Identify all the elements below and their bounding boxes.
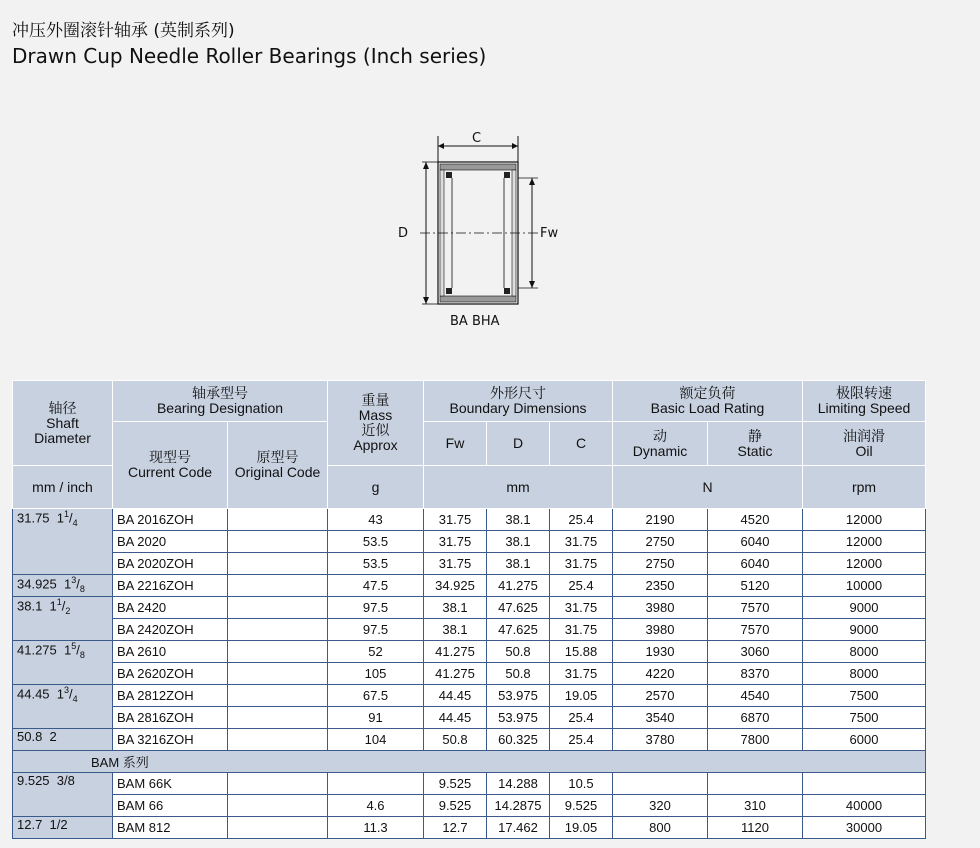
cell-dyn — [613, 773, 708, 795]
cell-c: 31.75 — [550, 531, 613, 553]
cell-d: 17.462 — [487, 817, 550, 839]
header-static: 静 Static — [708, 422, 803, 466]
cell-d: 53.975 — [487, 685, 550, 707]
cell-d: 14.2875 — [487, 795, 550, 817]
cell-original — [228, 817, 328, 839]
cell-fw: 41.275 — [424, 663, 487, 685]
header-dynamic: 动 Dynamic — [613, 422, 708, 466]
cell-fw: 9.525 — [424, 795, 487, 817]
cell-oil: 9000 — [803, 619, 926, 641]
cell-dyn: 320 — [613, 795, 708, 817]
cell-current: BA 2420 — [113, 597, 228, 619]
cell-stat — [708, 773, 803, 795]
cell-dyn: 2750 — [613, 531, 708, 553]
cell-current: BA 2610 — [113, 641, 228, 663]
cell-fw: 44.45 — [424, 707, 487, 729]
page-title-cn: 冲压外圈滚针轴承 (英制系列) — [12, 21, 235, 41]
cell-dyn: 4220 — [613, 663, 708, 685]
shaft-diameter-cell: 50.8 2 — [13, 729, 113, 751]
cell-c: 31.75 — [550, 663, 613, 685]
cell-dyn: 3780 — [613, 729, 708, 751]
cell-fw: 31.75 — [424, 509, 487, 531]
cell-current: BA 3216ZOH — [113, 729, 228, 751]
unit-dims: mm — [424, 466, 613, 509]
cell-original — [228, 663, 328, 685]
table-row — [13, 531, 926, 553]
cell-stat: 7800 — [708, 729, 803, 751]
table-row — [13, 663, 926, 685]
cell-dyn: 1930 — [613, 641, 708, 663]
cell-stat: 6040 — [708, 531, 803, 553]
unit-shaft: mm / inch — [13, 466, 113, 509]
section-row — [13, 751, 926, 773]
unit-speed: rpm — [803, 466, 926, 509]
cell-fw: 34.925 — [424, 575, 487, 597]
label-c: C — [472, 131, 482, 146]
cell-current: BAM 66K — [113, 773, 228, 795]
cell-original — [228, 619, 328, 641]
cell-c: 31.75 — [550, 553, 613, 575]
cell-oil: 9000 — [803, 597, 926, 619]
table-row — [13, 707, 926, 729]
cell-dyn: 2750 — [613, 553, 708, 575]
header-current-code: 现型号 Current Code — [113, 422, 228, 509]
cell-c: 25.4 — [550, 509, 613, 531]
shaft-diameter-cell: 44.45 $1^3/_4$ — [13, 685, 113, 729]
bearing-diagram — [392, 128, 592, 338]
cell-d: 53.975 — [487, 707, 550, 729]
cell-current: BA 2016ZOH — [113, 509, 228, 531]
shaft-diameter-cell: 12.7 1/2 — [13, 817, 113, 839]
cell-stat: 4540 — [708, 685, 803, 707]
cell-dyn: 2350 — [613, 575, 708, 597]
cell-fw: 50.8 — [424, 729, 487, 751]
header-mass: 重量 Mass 近似 Approx — [328, 381, 424, 466]
cell-c: 15.88 — [550, 641, 613, 663]
cell-original — [228, 531, 328, 553]
shaft-diameter-cell: 9.525 3/8 — [13, 773, 113, 817]
cell-stat: 7570 — [708, 619, 803, 641]
table-row — [13, 685, 926, 707]
cell-fw: 31.75 — [424, 553, 487, 575]
header-original-code: 原型号 Original Code — [228, 422, 328, 509]
cell-c: 31.75 — [550, 597, 613, 619]
cell-c: 31.75 — [550, 619, 613, 641]
cell-fw: 38.1 — [424, 597, 487, 619]
cell-d: 38.1 — [487, 509, 550, 531]
table-row — [13, 795, 926, 817]
cell-stat: 3060 — [708, 641, 803, 663]
cell-current: BA 2020 — [113, 531, 228, 553]
unit-load: N — [613, 466, 803, 509]
cell-dyn: 3540 — [613, 707, 708, 729]
cell-fw: 12.7 — [424, 817, 487, 839]
cell-oil: 12000 — [803, 553, 926, 575]
cell-oil: 7500 — [803, 707, 926, 729]
cell-original — [228, 509, 328, 531]
header-boundary: 外形尺寸 Boundary Dimensions — [424, 381, 613, 422]
shaft-diameter-cell: 38.1 $1^1/_2$ — [13, 597, 113, 641]
cell-stat: 6040 — [708, 553, 803, 575]
cell-current: BA 2216ZOH — [113, 575, 228, 597]
table-row — [13, 817, 926, 839]
page-title-en: Drawn Cup Needle Roller Bearings (Inch series) — [12, 44, 487, 68]
cell-mass: 4.6 — [328, 795, 424, 817]
cell-d: 38.1 — [487, 531, 550, 553]
cell-d: 50.8 — [487, 663, 550, 685]
cell-current: BA 2020ZOH — [113, 553, 228, 575]
cell-oil: 8000 — [803, 641, 926, 663]
cell-d: 60.325 — [487, 729, 550, 751]
cell-original — [228, 729, 328, 751]
header-designation: 轴承型号 Bearing Designation — [113, 381, 328, 422]
cell-dyn: 3980 — [613, 597, 708, 619]
header-d: D — [487, 422, 550, 466]
cell-stat: 7570 — [708, 597, 803, 619]
cell-mass: 91 — [328, 707, 424, 729]
cell-original — [228, 597, 328, 619]
cell-current: BA 2620ZOH — [113, 663, 228, 685]
cell-oil: 8000 — [803, 663, 926, 685]
cell-oil: 40000 — [803, 795, 926, 817]
cell-stat: 8370 — [708, 663, 803, 685]
shaft-diameter-cell: 41.275 $1^5/_8$ — [13, 641, 113, 685]
cell-d: 14.288 — [487, 773, 550, 795]
label-d: D — [398, 226, 409, 241]
cell-current: BAM 66 — [113, 795, 228, 817]
cell-c: 9.525 — [550, 795, 613, 817]
shaft-diameter-cell: 31.75 $1^1/_4$ — [13, 509, 113, 575]
cell-mass: 47.5 — [328, 575, 424, 597]
cell-original — [228, 553, 328, 575]
cell-c: 25.4 — [550, 707, 613, 729]
cell-c: 25.4 — [550, 729, 613, 751]
cell-mass: 53.5 — [328, 553, 424, 575]
cell-stat: 310 — [708, 795, 803, 817]
cell-mass: 97.5 — [328, 597, 424, 619]
cell-c: 19.05 — [550, 685, 613, 707]
cell-current: BA 2816ZOH — [113, 707, 228, 729]
header-speed: 极限转速 Limiting Speed — [803, 381, 926, 422]
table-row — [13, 553, 926, 575]
cell-fw: 41.275 — [424, 641, 487, 663]
table-row — [13, 729, 926, 751]
cell-current: BA 2420ZOH — [113, 619, 228, 641]
cell-original — [228, 685, 328, 707]
cell-mass: 97.5 — [328, 619, 424, 641]
cell-original — [228, 773, 328, 795]
cell-mass: 11.3 — [328, 817, 424, 839]
cell-original — [228, 641, 328, 663]
cell-d: 47.625 — [487, 619, 550, 641]
header-oil: 油润滑 Oil — [803, 422, 926, 466]
header-load: 额定负荷 Basic Load Rating — [613, 381, 803, 422]
cell-stat: 6870 — [708, 707, 803, 729]
table-row — [13, 773, 926, 795]
cell-mass: 105 — [328, 663, 424, 685]
header-shaft: 轴径 Shaft Diameter — [13, 381, 113, 466]
cell-dyn: 2570 — [613, 685, 708, 707]
cell-oil — [803, 773, 926, 795]
cell-dyn: 3980 — [613, 619, 708, 641]
diagram-caption: BA BHA — [450, 314, 500, 329]
cell-dyn: 800 — [613, 817, 708, 839]
header-c: C — [550, 422, 613, 466]
unit-mass: g — [328, 466, 424, 509]
cell-original — [228, 575, 328, 597]
cell-mass: 67.5 — [328, 685, 424, 707]
cell-oil: 7500 — [803, 685, 926, 707]
shaft-diameter-cell: 34.925 $1^3/_8$ — [13, 575, 113, 597]
cell-dyn: 2190 — [613, 509, 708, 531]
cell-oil: 12000 — [803, 509, 926, 531]
cell-current: BA 2812ZOH — [113, 685, 228, 707]
table-row — [13, 509, 926, 531]
cell-mass: 104 — [328, 729, 424, 751]
cell-oil: 30000 — [803, 817, 926, 839]
cell-fw: 38.1 — [424, 619, 487, 641]
bearing-cross-section-drawing — [392, 128, 592, 338]
cell-current: BAM 812 — [113, 817, 228, 839]
cell-d: 41.275 — [487, 575, 550, 597]
cell-original — [228, 795, 328, 817]
cell-mass: 53.5 — [328, 531, 424, 553]
cell-mass: 43 — [328, 509, 424, 531]
cell-c: 10.5 — [550, 773, 613, 795]
cell-original — [228, 707, 328, 729]
cell-stat: 1120 — [708, 817, 803, 839]
cell-c: 25.4 — [550, 575, 613, 597]
cell-c: 19.05 — [550, 817, 613, 839]
cell-mass — [328, 773, 424, 795]
cell-mass: 52 — [328, 641, 424, 663]
cell-fw: 31.75 — [424, 531, 487, 553]
cell-fw: 9.525 — [424, 773, 487, 795]
cell-oil: 6000 — [803, 729, 926, 751]
table-row — [13, 619, 926, 641]
bearing-spec-table — [12, 380, 926, 839]
cell-oil: 10000 — [803, 575, 926, 597]
cell-stat: 5120 — [708, 575, 803, 597]
table-row — [13, 597, 926, 619]
cell-d: 47.625 — [487, 597, 550, 619]
label-fw: Fw — [540, 226, 559, 241]
cell-stat: 4520 — [708, 509, 803, 531]
bam-section-label: BAM 系列 — [13, 751, 926, 773]
cell-d: 38.1 — [487, 553, 550, 575]
header-fw: Fw — [424, 422, 487, 466]
cell-fw: 44.45 — [424, 685, 487, 707]
table-row — [13, 641, 926, 663]
table-body — [13, 509, 926, 839]
cell-d: 50.8 — [487, 641, 550, 663]
table-row — [13, 575, 926, 597]
cell-oil: 12000 — [803, 531, 926, 553]
